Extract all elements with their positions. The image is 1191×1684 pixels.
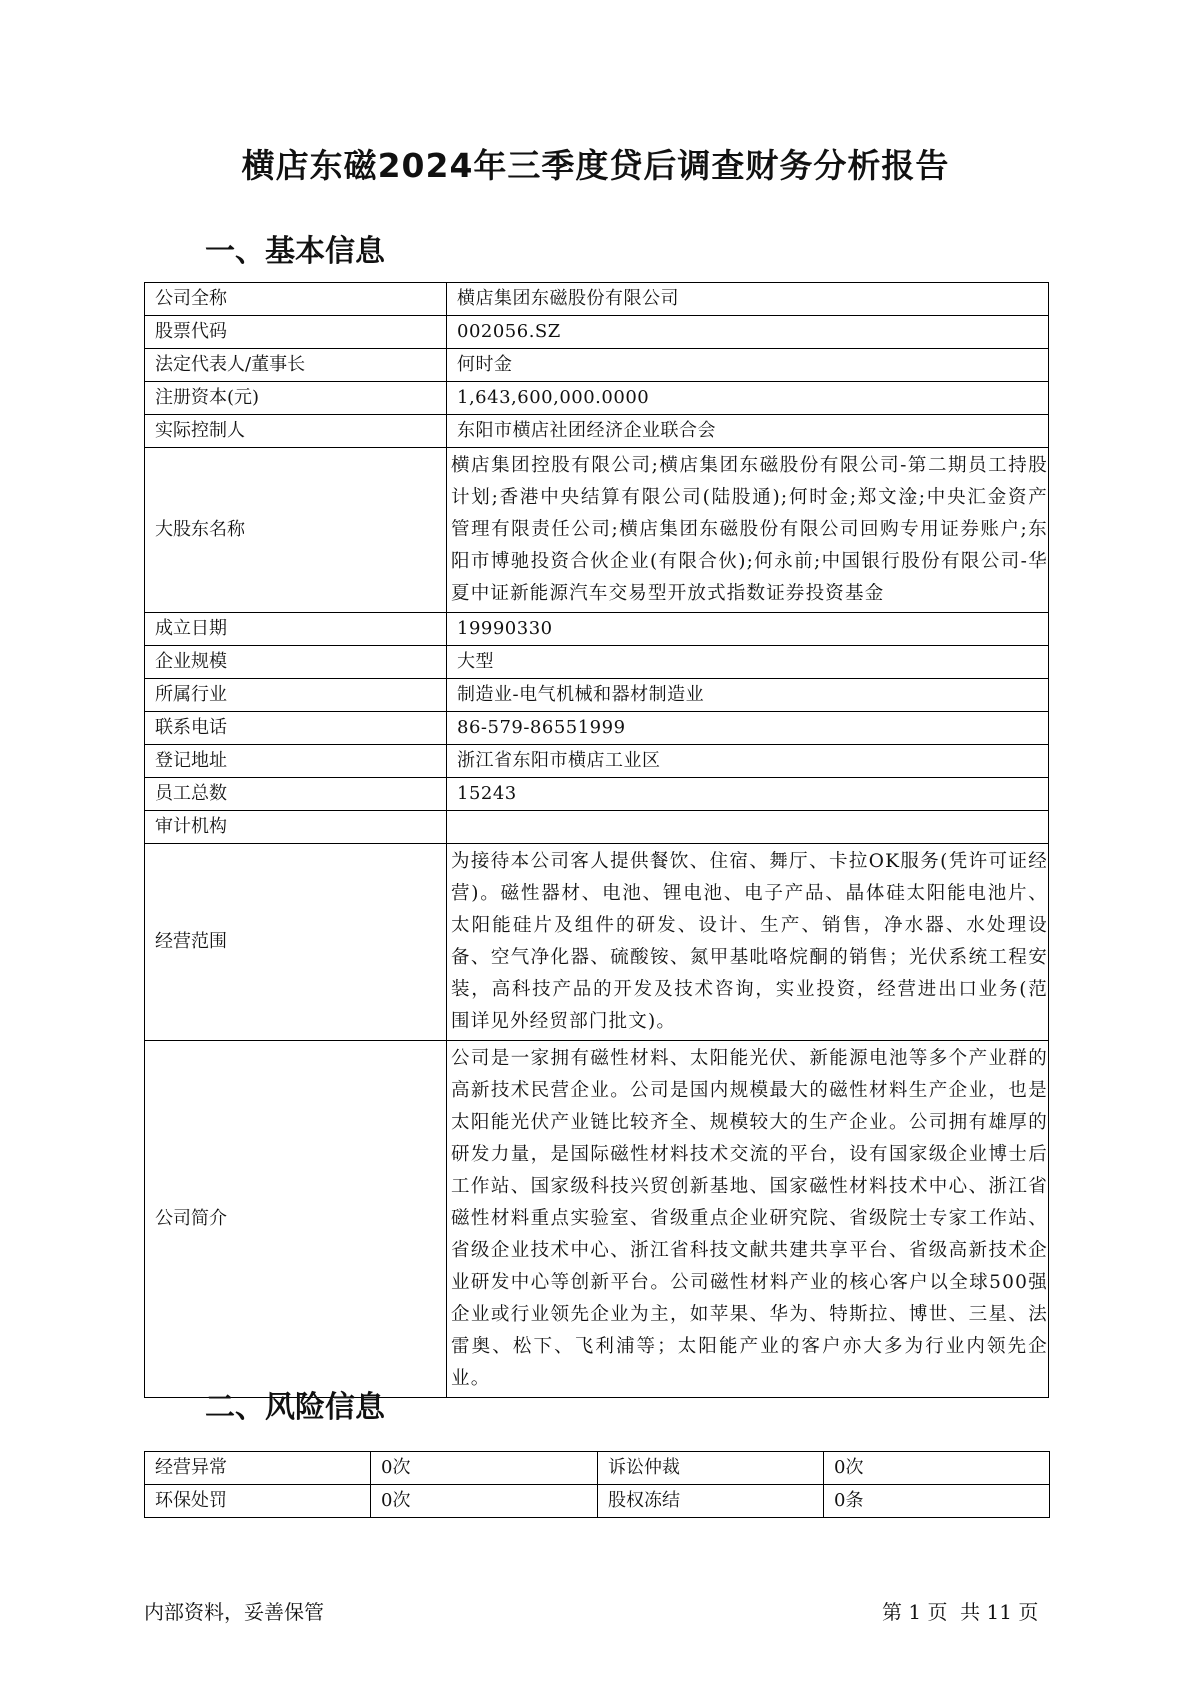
row-key: 审计机构 — [145, 811, 447, 844]
row-key: 法定代表人/董事长 — [145, 349, 447, 382]
row-value: 002056.SZ — [447, 316, 1049, 349]
table-row — [145, 844, 1049, 1041]
risk-key: 环保处罚 — [145, 1485, 371, 1518]
section-heading-risk-info: 二、风险信息 — [205, 1390, 385, 1425]
risk-value: 0次 — [371, 1485, 598, 1518]
risk-info-table — [144, 1451, 1050, 1518]
page-mid: 页 共 — [927, 1600, 981, 1624]
row-key: 实际控制人 — [145, 415, 447, 448]
table-row — [145, 679, 1049, 712]
page-suffix: 页 — [1018, 1600, 1039, 1624]
row-value: 何时金 — [447, 349, 1049, 382]
row-key: 公司全称 — [145, 283, 447, 316]
risk-value: 0次 — [371, 1452, 598, 1485]
table-row — [145, 415, 1049, 448]
risk-key: 诉讼仲裁 — [598, 1452, 824, 1485]
table-row — [145, 1452, 1050, 1485]
row-value: 为接待本公司客人提供餐饮、住宿、舞厅、卡拉OK服务(凭许可证经营)。磁性器材、电池、锂电池、电子产品、晶体硅太阳能电池片、太阳能硅片及组件的研发、设计、生产、销售，净水器、水处理设备、空气净化器、硫酸铵、氮甲基吡咯烷酮的销售；光伏系统工程安装，高科技产品的开发及技术咨询，实业投资，经营进出口业务(范围详见外经贸部门批文)。 — [447, 844, 1049, 1041]
row-key: 登记地址 — [145, 745, 447, 778]
row-value: 1,643,600,000.0000 — [447, 382, 1049, 415]
row-value: 东阳市横店社团经济企业联合会 — [447, 415, 1049, 448]
row-key: 经营范围 — [145, 844, 447, 1041]
table-row — [145, 646, 1049, 679]
row-value: 大型 — [447, 646, 1049, 679]
row-key: 大股东名称 — [145, 448, 447, 613]
table-row — [145, 1041, 1049, 1398]
table-row — [145, 613, 1049, 646]
risk-value: 0次 — [824, 1452, 1050, 1485]
basic-info-table — [144, 282, 1049, 1398]
risk-key: 股权冻结 — [598, 1485, 824, 1518]
row-value — [447, 811, 1049, 844]
page-title: 横店东磁2024年三季度贷后调查财务分析报告 — [241, 146, 950, 185]
table-row — [145, 811, 1049, 844]
row-value: 公司是一家拥有磁性材料、太阳能光伏、新能源电池等多个产业群的高新技术民营企业。公司是国内规模最大的磁性材料生产企业，也是太阳能光伏产业链比较齐全、规模较大的生产企业。公司拥有雄厚的研发力量，是国际磁性材料技术交流的平台，设有国家级企业博士后工作站、国家级科技兴贸创新基地、国家磁性材料技术中心、浙江省磁性材料重点实验室、省级重点企业研究院、省级院士专家工作站、省级企业技术中心、浙江省科技文献共建共享平台、省级高新技术企业研发中心等创新平台。公司磁性材料产业的核心客户以全球500强企业或行业领先企业为主，如苹果、华为、特斯拉、博世、三星、法雷奥、松下、飞利浦等；太阳能产业的客户亦大多为行业内领先企业。 — [447, 1041, 1049, 1398]
row-key: 企业规模 — [145, 646, 447, 679]
table-row — [145, 778, 1049, 811]
table-row — [145, 349, 1049, 382]
row-key: 注册资本(元) — [145, 382, 447, 415]
footer-page-number — [882, 1596, 1038, 1625]
table-row — [145, 712, 1049, 745]
page-current: 1 — [908, 1600, 922, 1624]
row-value: 浙江省东阳市横店工业区 — [447, 745, 1049, 778]
table-row — [145, 283, 1049, 316]
row-key: 股票代码 — [145, 316, 447, 349]
table-row — [145, 1485, 1050, 1518]
table-row — [145, 382, 1049, 415]
section-heading-basic-info: 一、基本信息 — [205, 234, 385, 269]
row-key: 所属行业 — [145, 679, 447, 712]
row-key: 成立日期 — [145, 613, 447, 646]
table-row — [145, 745, 1049, 778]
row-key: 公司简介 — [145, 1041, 447, 1398]
row-value: 横店集团控股有限公司;横店集团东磁股份有限公司-第二期员工持股计划;香港中央结算有限公司(陆股通);何时金;郑文淦;中央汇金资产管理有限责任公司;横店集团东磁股份有限公司回购专用证券账户;东阳市博驰投资合伙企业(有限合伙);何永前;中国银行股份有限公司-华夏中证新能源汽车交易型开放式指数证券投资基金 — [447, 448, 1049, 613]
row-value: 15243 — [447, 778, 1049, 811]
risk-value: 0条 — [824, 1485, 1050, 1518]
row-value: 19990330 — [447, 613, 1049, 646]
row-value: 86-579-86551999 — [447, 712, 1049, 745]
risk-key: 经营异常 — [145, 1452, 371, 1485]
row-value: 横店集团东磁股份有限公司 — [447, 283, 1049, 316]
page-prefix: 第 — [882, 1600, 902, 1624]
table-row — [145, 448, 1049, 613]
row-value: 制造业-电气机械和器材制造业 — [447, 679, 1049, 712]
footer-confidential-note: 内部资料，妥善保管 — [144, 1600, 324, 1624]
row-key: 联系电话 — [145, 712, 447, 745]
row-key: 员工总数 — [145, 778, 447, 811]
table-row — [145, 316, 1049, 349]
page-total: 11 — [986, 1600, 1012, 1624]
